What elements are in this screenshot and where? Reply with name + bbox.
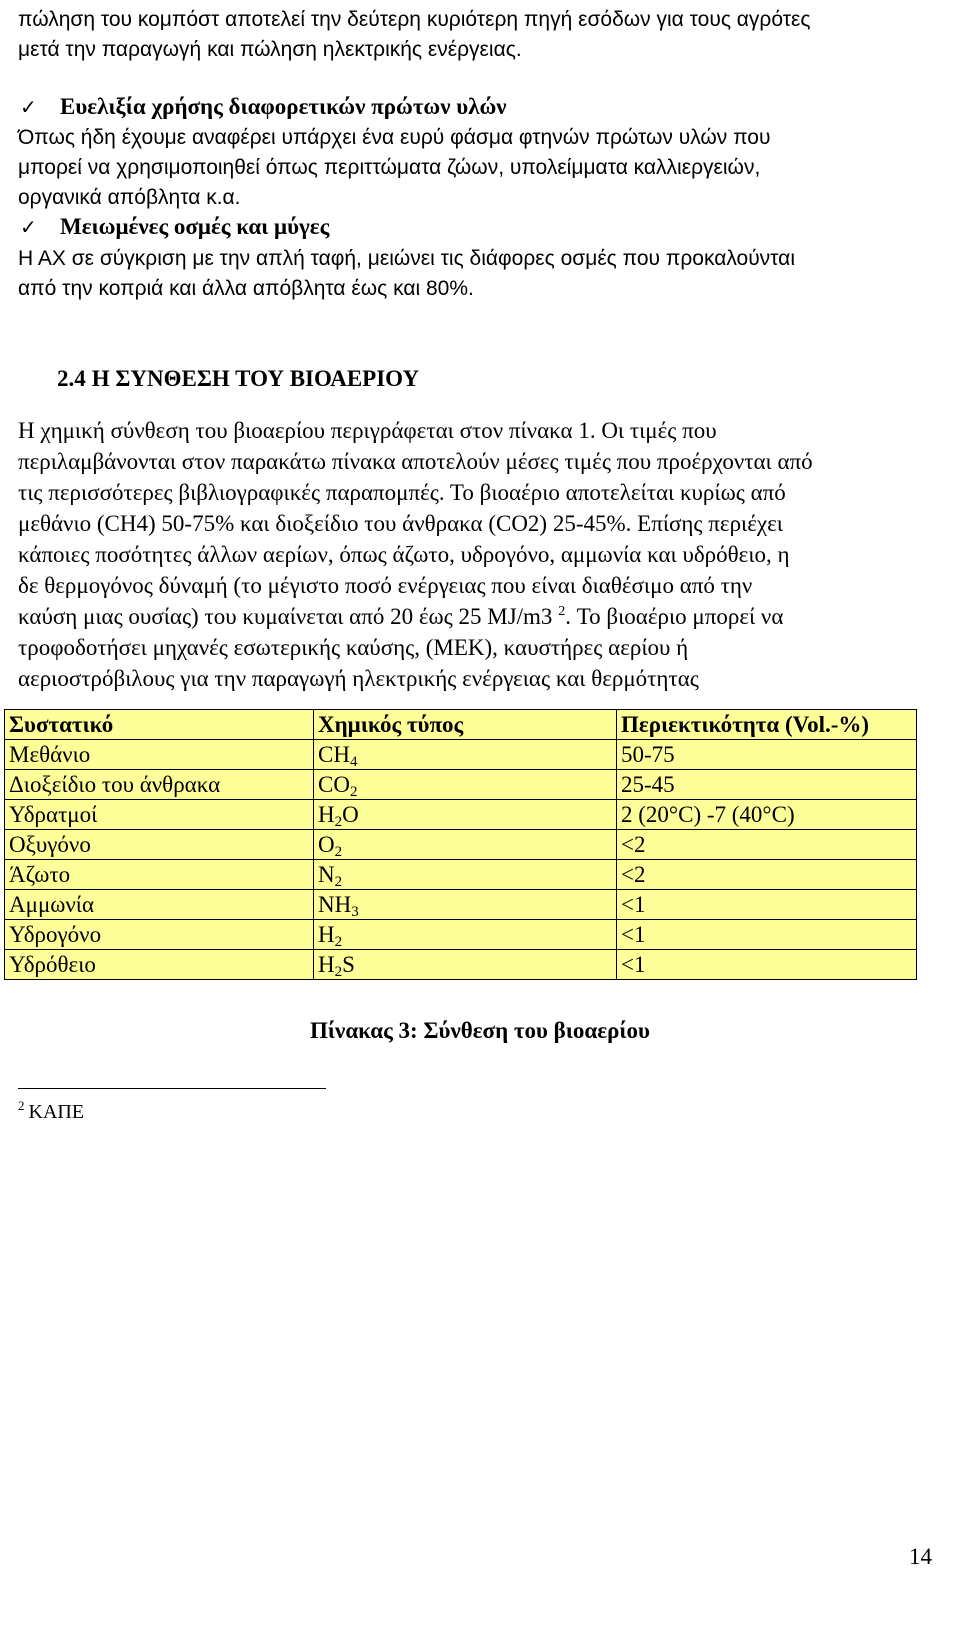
bullet-heading-flexibility — [18, 94, 938, 120]
formula-subscript: 3 — [351, 903, 359, 920]
column-header-component: Συστατικό — [5, 710, 314, 740]
formula-subscript: 2 — [334, 813, 343, 830]
text-line: κάποιες ποσότητες άλλων αερίων, όπως άζωτο, υδρογόνο, αμμωνία και υδρόθειο, η — [18, 542, 790, 567]
check-icon: ✓ — [20, 95, 37, 119]
formula-subscript: 2 — [334, 873, 343, 890]
table-row — [5, 890, 917, 920]
column-header-content: Περιεκτικότητα (Vol.-%) — [617, 710, 917, 740]
section-title: Η ΣΥΝΘΕΣΗ ΤΟΥ ΒΙΟΑΕΡΙΟΥ — [91, 366, 420, 391]
formula-text: S — [342, 951, 355, 977]
footnote-reference[interactable]: 2 — [558, 604, 566, 619]
bullet-title: Μειωμένες οσμές και μύγες — [60, 214, 330, 239]
text-line: περιλαμβάνονται στον παρακάτω πίνακα αποτελούν μέσες τιμές που προέρχονται από — [18, 449, 813, 474]
bullet-paragraph-odors — [18, 244, 938, 304]
bullet-heading-odors — [18, 214, 938, 240]
cell-component: Διοξείδιο του άνθρακα — [5, 770, 314, 800]
formula-subscript: 2 — [334, 963, 343, 980]
cell-content: 25-45 — [617, 770, 917, 800]
text-line: Η χημική σύνθεση του βιοαερίου περιγράφεται στον πίνακα 1. Οι τιμές που — [18, 418, 717, 443]
cell-content: <1 — [617, 920, 917, 950]
text-line: Όπως ήδη έχουμε αναφέρει υπάρχει ένα ευρύ φάσμα φτηνών πρώτων υλών που — [18, 126, 771, 149]
table-row — [5, 860, 917, 890]
biogas-composition-table — [4, 709, 917, 980]
formula-text: O — [318, 831, 335, 857]
text-line: τροφοδοτήσει μηχανές εσωτερικής καύσης, (ΜΕΚ), καυστήρες αερίου ή — [18, 635, 689, 660]
body-paragraph — [18, 415, 944, 694]
text-line: μεθάνιο (CH4) 50-75% και διοξείδιο του άνθρακα (CO2) 25-45%. Επίσης περιέχει — [18, 511, 783, 536]
cell-content: <1 — [617, 890, 917, 920]
bullet-paragraph-flexibility — [18, 123, 938, 213]
cell-component: Οξυγόνο — [5, 830, 314, 860]
table-row — [5, 920, 917, 950]
cell-content: 2 (20°C) -7 (40°C) — [617, 800, 917, 830]
table-caption: Πίνακας 3: Σύνθεση του βιοαερίου — [310, 1018, 650, 1043]
cell-formula — [314, 770, 617, 800]
formula-text: CO — [318, 771, 350, 797]
text-line: τις περισσότερες βιβλιογραφικές παραπομπές. Το βιοαέριο αποτελείται κυρίως από — [18, 480, 786, 505]
table-row — [5, 800, 917, 830]
text-line: δε θερμογόνος δύναμή (το μέγιστο ποσό ενέργειας που είναι διαθέσιμο από την — [18, 573, 753, 598]
text-line: πώληση του κομπόστ αποτελεί την δεύτερη κυριότερη πηγή εσόδων για τους αγρότες — [18, 8, 811, 31]
formula-subscript: 2 — [334, 843, 343, 860]
formula-text: O — [342, 801, 359, 827]
formula-text: H — [318, 801, 335, 827]
cell-content: <1 — [617, 950, 917, 980]
text-line — [18, 601, 944, 632]
bullet-title: Ευελιξία χρήσης διαφορετικών πρώτων υλών — [60, 94, 507, 119]
formula-text: NH — [318, 891, 352, 917]
cell-formula — [314, 830, 617, 860]
section-heading — [57, 366, 419, 392]
cell-content: 50-75 — [617, 740, 917, 770]
cell-component: Μεθάνιο — [5, 740, 314, 770]
cell-formula — [314, 920, 617, 950]
cell-formula — [314, 950, 617, 980]
column-header-formula: Χημικός τύπος — [314, 710, 617, 740]
text-line: από την κοπριά και άλλα απόβλητα έως και 80%. — [18, 277, 474, 300]
formula-subscript: 4 — [349, 753, 358, 770]
cell-component: Υδρατμοί — [5, 800, 314, 830]
cell-component: Άζωτο — [5, 860, 314, 890]
table-row — [5, 830, 917, 860]
formula-text: CH — [318, 741, 350, 767]
formula-subscript: 2 — [349, 783, 358, 800]
formula-text: H — [318, 921, 335, 947]
cell-formula — [314, 860, 617, 890]
text-line-content: μετά την παραγωγή και πώληση ηλεκτρικής ενέργειας. — [18, 38, 522, 61]
text-segment: καύση μιας ουσίας) του κυμαίνεται από 20 έως 25 MJ/m3 — [18, 604, 559, 629]
footnote — [18, 1098, 85, 1124]
footnote-separator — [18, 1088, 326, 1089]
cell-component: Αμμωνία — [5, 890, 314, 920]
cell-formula — [314, 800, 617, 830]
table-row — [5, 770, 917, 800]
cell-component: Υδρόθειο — [5, 950, 314, 980]
table-row — [5, 740, 917, 770]
page-number: 14 — [909, 1544, 932, 1569]
text-line — [18, 35, 938, 65]
text-line: Η ΑΧ σε σύγκριση με την απλή ταφή, μειώνει τις διάφορες οσμές που προκαλούνται — [18, 247, 795, 270]
formula-text: H — [318, 951, 335, 977]
cell-content: <2 — [617, 860, 917, 890]
text-line: οργανικά απόβλητα κ.α. — [18, 186, 241, 209]
text-segment: . Το βιοαέριο μπορεί να — [565, 604, 784, 629]
footnote-text: ΚΑΠΕ — [28, 1101, 85, 1123]
table-header-row — [5, 710, 917, 740]
cell-formula — [314, 890, 617, 920]
cell-formula — [314, 740, 617, 770]
formula-text: N — [318, 861, 335, 887]
cell-component: Υδρογόνο — [5, 920, 314, 950]
text-line: μπορεί να χρησιμοποιηθεί όπως περιττώματα ζώων, υπολείμματα καλλιεργειών, — [18, 156, 761, 179]
check-icon: ✓ — [20, 215, 37, 239]
text-line: αεριοστρόβιλους για την παραγωγή ηλεκτρικής ενέργειας και θερμότητας — [18, 666, 699, 691]
intro-paragraph — [18, 5, 938, 65]
footnote-mark: 2 — [18, 1098, 25, 1113]
table-row — [5, 950, 917, 980]
formula-subscript: 2 — [334, 933, 343, 950]
cell-content: <2 — [617, 830, 917, 860]
section-number: 2.4 — [57, 366, 86, 391]
